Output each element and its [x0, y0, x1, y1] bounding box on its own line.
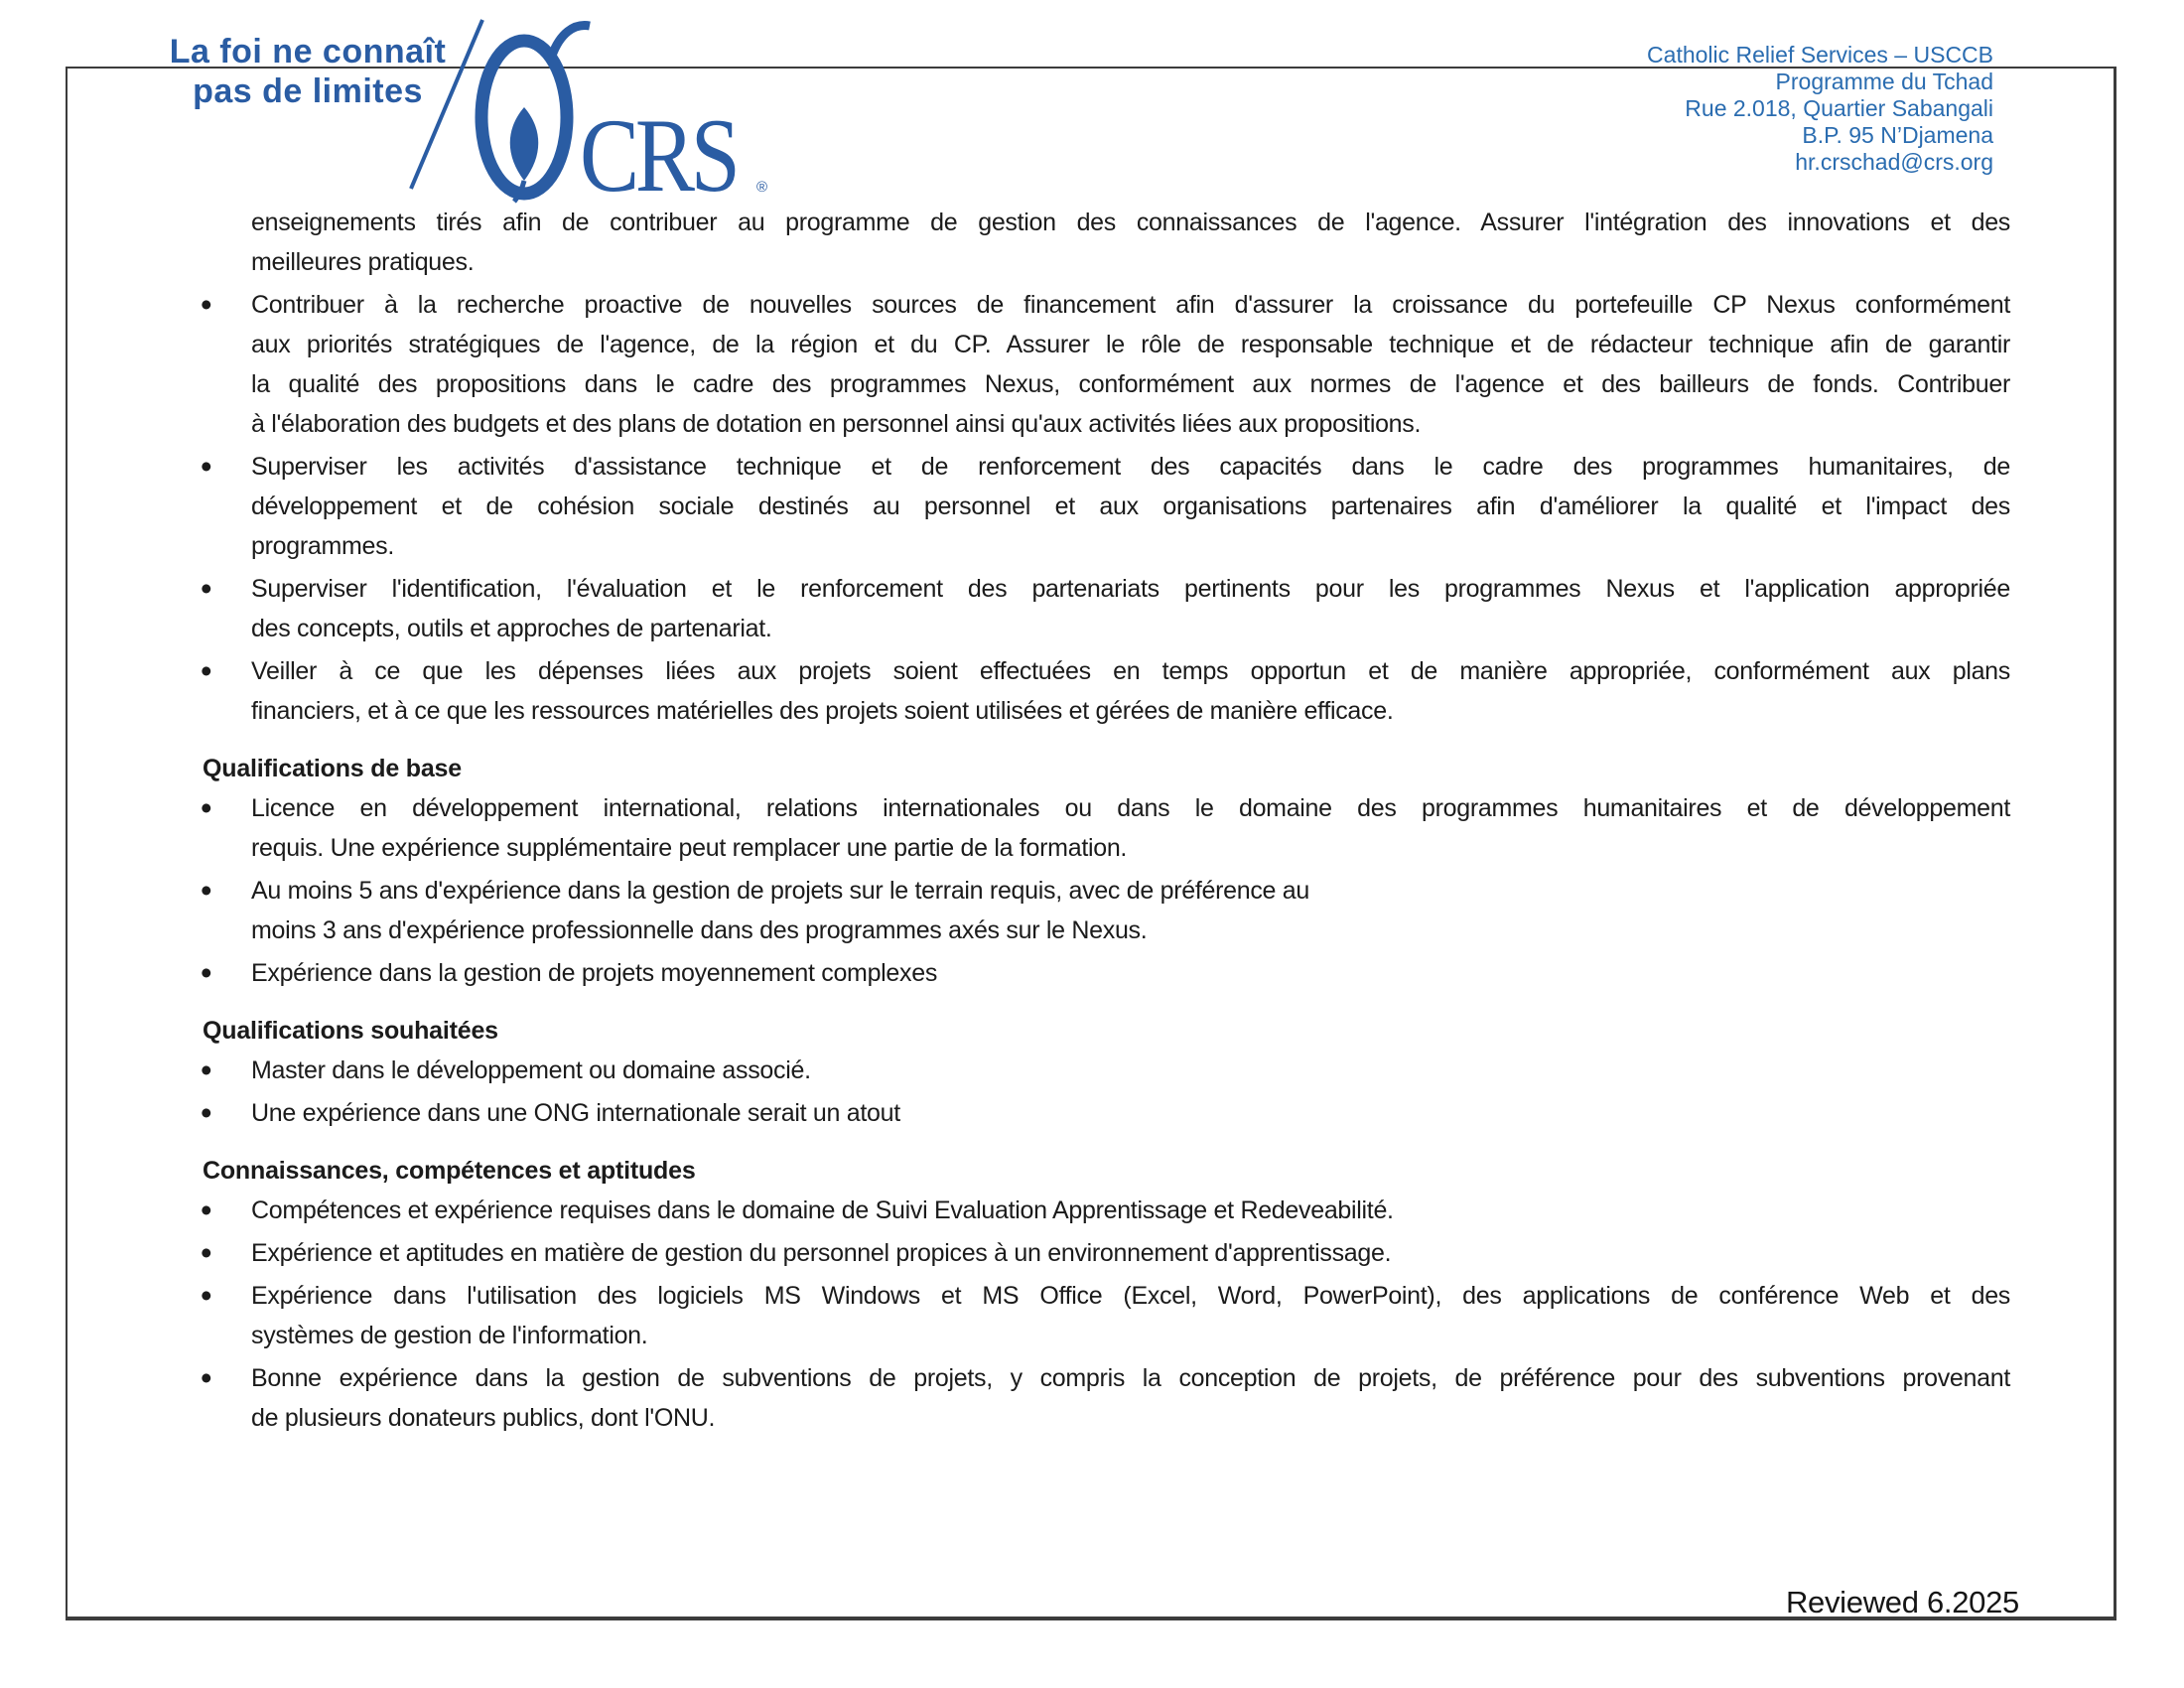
- address-line-program: Programme du Tchad: [1775, 69, 1993, 94]
- text-line: à l'élaboration des budgets et des plans de dotation en personnel ainsi qu'aux activités liées aux propositions.: [251, 410, 1422, 438]
- bullet-icon: •: [201, 872, 212, 909]
- bullet-icon: •: [201, 954, 212, 991]
- text-line: Expérience dans l'utilisation des logiciels MS Windows et MS Office (Excel, Word, PowerPoint), des applications de conférence Web et des: [251, 1282, 2010, 1310]
- text-line: meilleures pratiques.: [251, 248, 475, 276]
- bullet-item: [199, 1093, 2010, 1133]
- header-address-block: [1647, 42, 1993, 176]
- text-line: la qualité des propositions dans le cadre des programmes Nexus, conformément aux normes de l'agence et des bailleurs de fonds. Contribuer: [251, 370, 2010, 398]
- bullet-item: [199, 569, 2010, 648]
- bullet-item: [199, 285, 2010, 444]
- logo-tagline-line1: La foi ne connaît: [169, 33, 447, 70]
- bullet-item: [199, 447, 2010, 566]
- section-heading: Qualifications souhaitées: [203, 1017, 498, 1045]
- text-line: programmes.: [251, 532, 394, 560]
- bullet-icon: •: [201, 286, 212, 323]
- text-line: Bonne expérience dans la gestion de subventions de projets, y compris la conception de projets, de préférence pour des subventions provenant: [251, 1364, 2010, 1392]
- text-line: systèmes de gestion de l'information.: [251, 1322, 648, 1349]
- crs-logo-mark-icon: [395, 18, 594, 205]
- bullet-icon: •: [201, 448, 212, 485]
- section-heading: Qualifications de base: [203, 755, 462, 782]
- bullet-icon: •: [201, 1192, 212, 1228]
- bullet-item: [199, 1358, 2010, 1438]
- text-line: Superviser l'identification, l'évaluation et le renforcement des partenariats pertinents pour les programmes Nexus et l'application appropriée: [251, 575, 2010, 603]
- bullet-icon: •: [201, 1277, 212, 1314]
- text-line: Licence en développement international, relations internationales ou dans le domaine des programmes humanitaires et de développement: [251, 794, 2010, 822]
- section-heading: Connaissances, compétences et aptitudes: [203, 1157, 696, 1185]
- text-line: moins 3 ans d'expérience professionnelle dans des programmes axés sur le Nexus.: [251, 916, 1148, 944]
- text-line: de plusieurs donateurs publics, dont l'ONU.: [251, 1404, 716, 1432]
- text-line: Au moins 5 ans d'expérience dans la gestion de projets sur le terrain requis, avec de préférence au: [251, 877, 1309, 905]
- bullet-icon: •: [201, 652, 212, 689]
- paragraph: [199, 203, 2010, 282]
- bullet-item: [199, 1191, 2010, 1230]
- bullet-item: [199, 953, 2010, 993]
- address-line-city: B.P. 95 N’Djamena: [1802, 122, 1993, 148]
- bullet-item: [199, 1276, 2010, 1355]
- document-body: [199, 203, 2010, 1441]
- text-line: financiers, et à ce que les ressources matérielles des projets soient utilisées et gérées de manière efficace.: [251, 697, 1394, 725]
- bullet-item: [199, 788, 2010, 868]
- bullet-item: [199, 871, 2010, 950]
- bullet-item: [199, 651, 2010, 731]
- bullet-icon: •: [201, 1359, 212, 1396]
- text-line: Contribuer à la recherche proactive de nouvelles sources de financement afin d'assurer la croissance du portefeuille CP Nexus conformément: [251, 291, 2010, 319]
- registered-trademark-icon: ®: [756, 179, 768, 196]
- address-line-org: Catholic Relief Services – USCCB: [1647, 42, 1993, 68]
- text-line: Compétences et expérience requises dans le domaine de Suivi Evaluation Apprentissage et Redeveabilité.: [251, 1196, 1394, 1224]
- text-line: Veiller à ce que les dépenses liées aux projets soient effectuées en temps opportun et de manière appropriée, conformément aux plans: [251, 657, 2010, 685]
- text-line: aux priorités stratégiques de l'agence, de la région et du CP. Assurer le rôle de responsable technique et de rédacteur technique afin de garantir: [251, 331, 2010, 358]
- text-line: Expérience dans la gestion de projets moyennement complexes: [251, 959, 938, 987]
- address-line-email[interactable]: hr.crschad@crs.org: [1795, 149, 1993, 175]
- text-line: Expérience et aptitudes en matière de gestion du personnel propices à un environnement d'apprentissage.: [251, 1239, 1392, 1267]
- bullet-icon: •: [201, 789, 212, 826]
- text-line: Une expérience dans une ONG internationale serait un atout: [251, 1099, 900, 1127]
- logo-tagline-line2: pas de limites: [193, 72, 423, 110]
- text-line: développement et de cohésion sociale destinés au personnel et aux organisations partenaires afin d'améliorer la qualité et l'impact des: [251, 492, 2010, 520]
- crs-wordmark: CRS: [580, 97, 737, 213]
- bullet-icon: •: [201, 1052, 212, 1088]
- bullet-icon: •: [201, 1234, 212, 1271]
- text-line: enseignements tirés afin de contribuer au programme de gestion des connaissances de l'agence. Assurer l'intégration des innovations et des: [251, 209, 2010, 236]
- text-line: Superviser les activités d'assistance technique et de renforcement des capacités dans le cadre des programmes humanitaires, de: [251, 453, 2010, 481]
- text-line: Master dans le développement ou domaine associé.: [251, 1056, 811, 1084]
- bullet-icon: •: [201, 1094, 212, 1131]
- bullet-icon: •: [201, 570, 212, 607]
- text-line: requis. Une expérience supplémentaire peut remplacer une partie de la formation.: [251, 834, 1128, 862]
- reviewed-note: Reviewed 6.2025: [1785, 1585, 2019, 1619]
- bullet-item: [199, 1051, 2010, 1090]
- bullet-item: [199, 1233, 2010, 1273]
- text-line: des concepts, outils et approches de partenariat.: [251, 615, 772, 642]
- address-line-street: Rue 2.018, Quartier Sabangali: [1685, 95, 1993, 121]
